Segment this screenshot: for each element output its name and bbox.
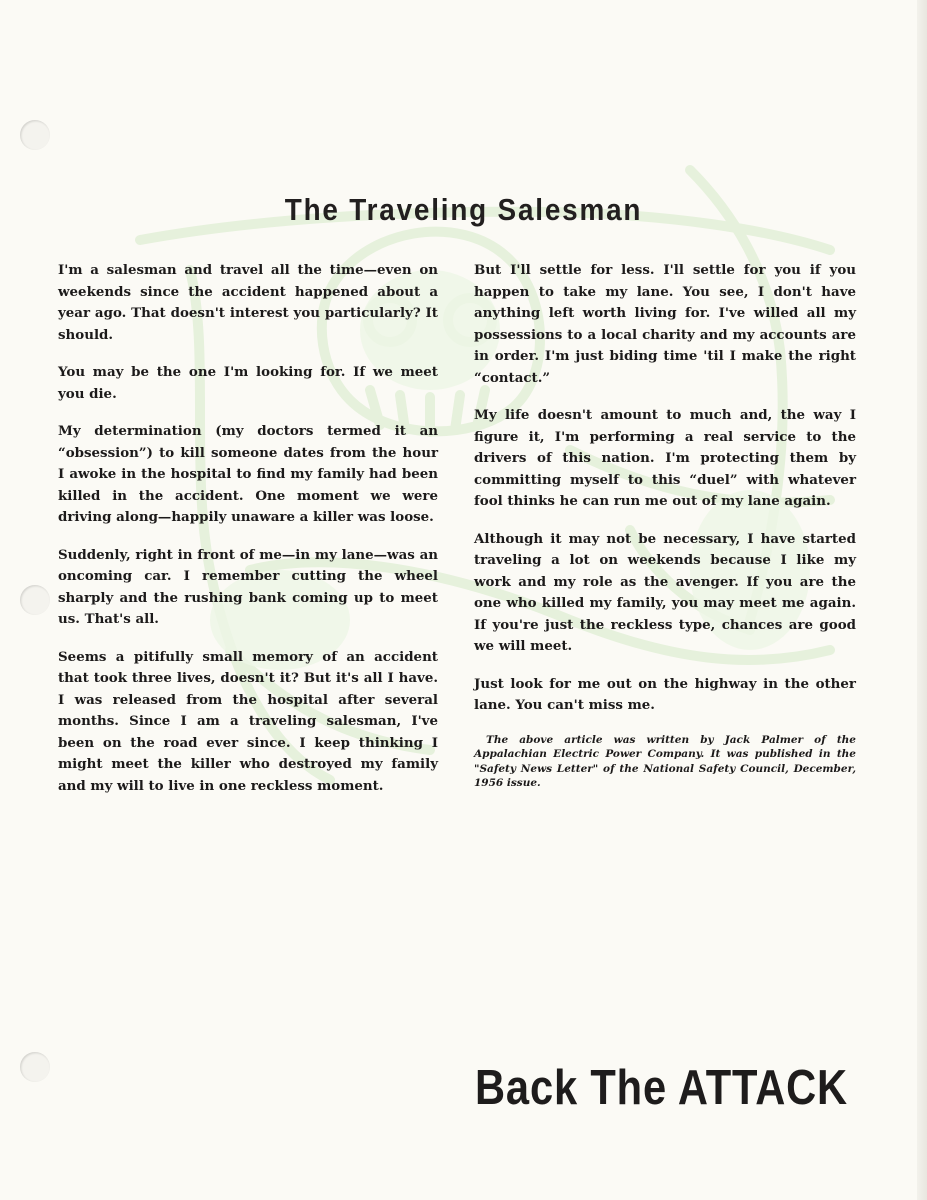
slogan: Back The ATTACK bbox=[475, 1061, 848, 1115]
right-column bbox=[474, 260, 856, 807]
source-footnote: The above article was written by Jack Palmer of the Appalachian Electric Power Company. It was published in the "Safety News Letter" of the National Safety Council, December, 1956 issue. bbox=[474, 733, 856, 789]
left-column bbox=[58, 260, 438, 813]
paragraph: Although it may not be necessary, I have started traveling a lot on weekends because I like my work and my role as the avenger. If you are the one who killed my family, you may meet me again. If you're just the reckless type, chances are good we will meet. bbox=[474, 530, 856, 654]
paragraph: My determination (my doctors termed it an “obsession”) to kill someone dates from the hour I awoke in the hospital to find my family had been killed in the accident. One moment we were driving along—happily unaware a killer was loose. bbox=[58, 423, 438, 525]
paragraph: Suddenly, right in front of me—in my lane—was an oncoming car. I remember cutting the wheel sharply and the rushing bank coming up to meet us. That's all. bbox=[58, 546, 438, 627]
paragraph: I'm a salesman and travel all the time—even on weekends since the accident happened about a year ago. That doesn't interest you particularly? It should. bbox=[58, 262, 438, 343]
punch-hole-top bbox=[20, 120, 50, 150]
punch-hole-bottom bbox=[20, 1052, 50, 1082]
article-title: The Traveling Salesman bbox=[284, 192, 643, 227]
punch-hole-middle bbox=[20, 585, 50, 615]
paragraph: You may be the one I'm looking for. If we meet you die. bbox=[58, 364, 438, 402]
paragraph: My life doesn't amount to much and, the way I figure it, I'm performing a real service to the drivers of this nation. I'm protecting them by committing myself to this “duel” with whatever fool thinks he can run me out of my lane again. bbox=[474, 407, 856, 509]
page-edge bbox=[917, 0, 927, 1200]
paragraph: Seems a pitifully small memory of an accident that took three lives, doesn't it? But it's all I have. I was released from the hospital after several months. Since I am a traveling salesman, I've been on the road ever since. I keep thinking I might meet the killer who destroyed my family and my will to live in one reckless moment. bbox=[58, 648, 438, 794]
paragraph: But I'll settle for less. I'll settle for you if you happen to take my lane. You see, I don't have anything left worth living for. I've willed all my possessions to a local charity and my accounts are in order. I'm just biding time 'til I make the right “contact.” bbox=[474, 262, 856, 386]
paragraph: Just look for me out on the highway in the other lane. You can't miss me. bbox=[474, 675, 856, 713]
